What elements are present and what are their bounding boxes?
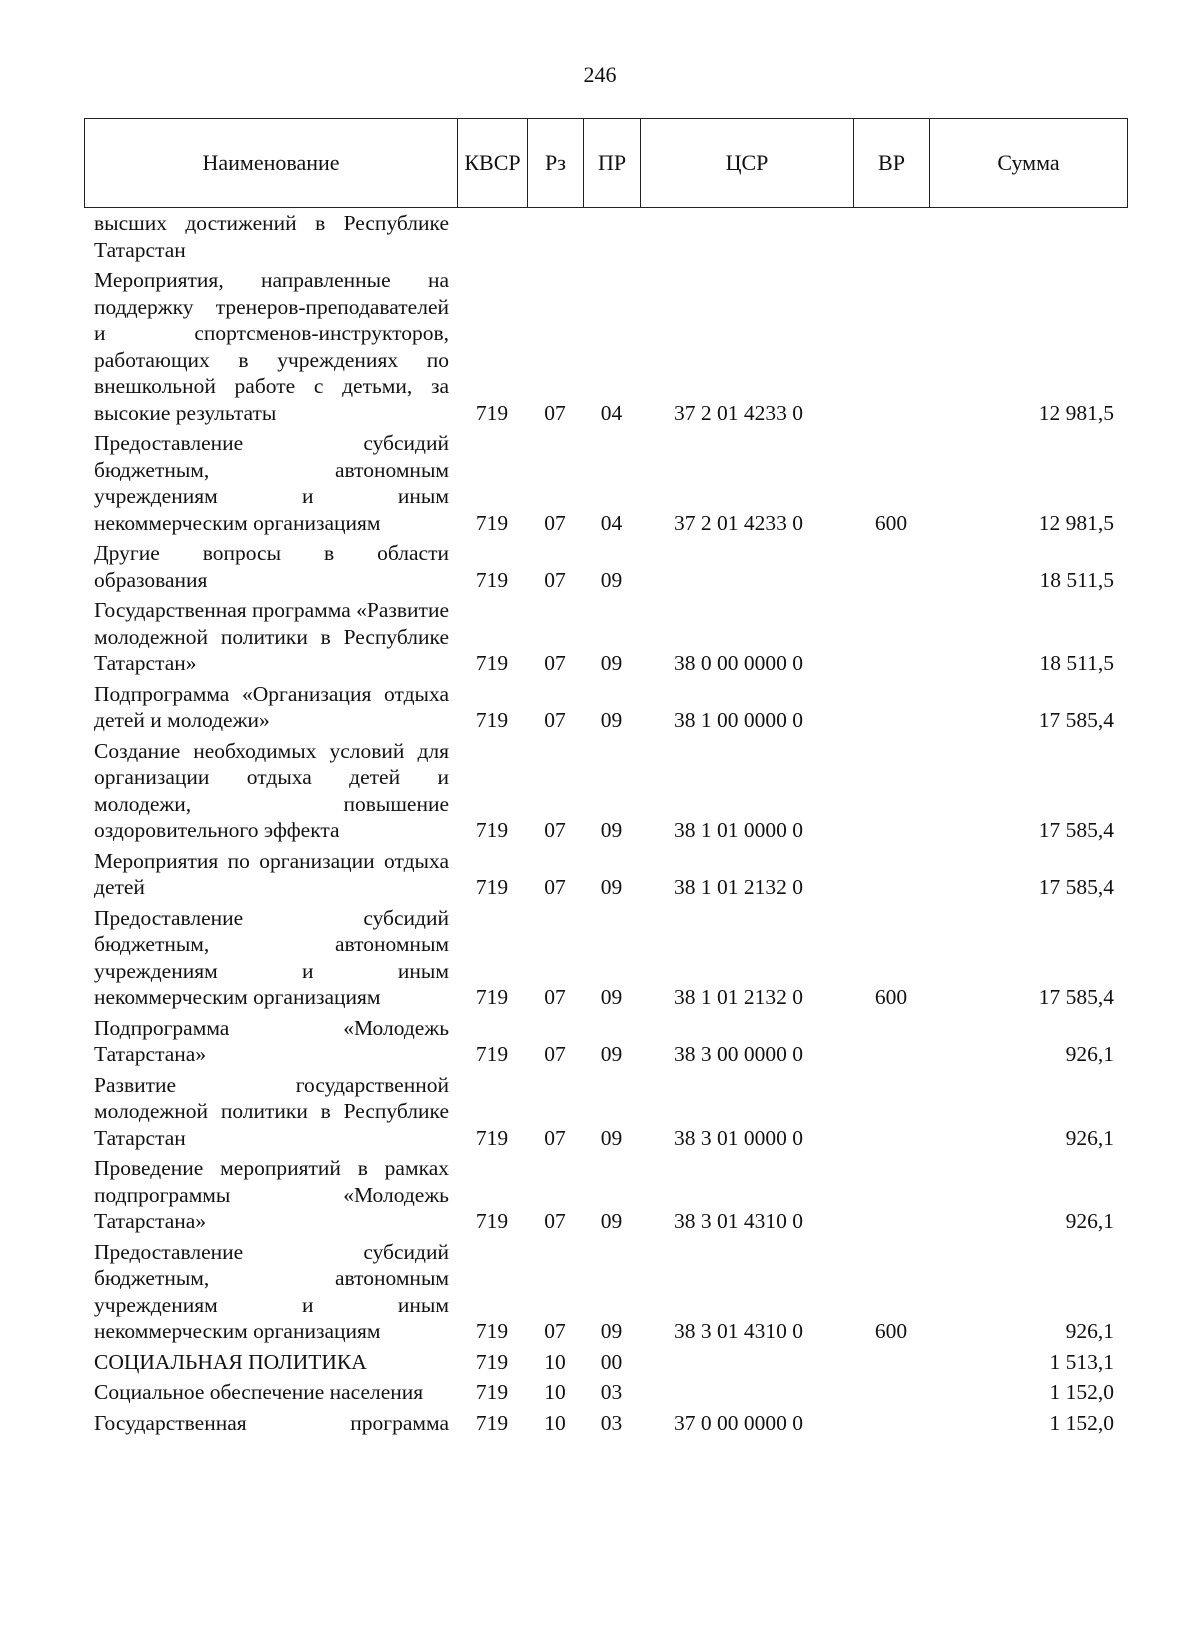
row-csr: 38 3 01 0000 0: [674, 1125, 803, 1150]
row-name: Государственная программа: [94, 1410, 449, 1435]
row-pr: 09: [600, 1319, 623, 1343]
row-name: Проведение мероприятий в рамках подпрограммы «Молодежь Татарстана»: [94, 1156, 449, 1233]
row-sum: 1 152,0: [1049, 1380, 1114, 1404]
row-sum: 17 585,4: [1038, 875, 1114, 899]
table-row: [84, 1379, 1128, 1410]
row-pr: 09: [600, 1125, 623, 1150]
row-kvsr: 719: [475, 1319, 509, 1343]
row-csr: 38 3 01 4310 0: [674, 1319, 803, 1343]
row-name: Государственная программа «Развитие молодежной политики в Республике Татарстан»: [94, 598, 449, 675]
row-rz: 10: [544, 1380, 566, 1404]
row-sum: 926,1: [1065, 1209, 1114, 1233]
row-pr: 03: [600, 1380, 623, 1404]
row-rz: 07: [544, 1042, 566, 1066]
row-rz: 07: [544, 875, 566, 899]
header-csr: ЦСР: [641, 119, 854, 207]
row-rz: 07: [544, 1319, 566, 1343]
row-name: Мероприятия, направленные на поддержку тренеров-преподавателей и спортсменов-инструкторов, работающих в учреждениях по внешкольной работе с детьми, за высокие результаты: [94, 268, 449, 425]
row-kvsr: 719: [475, 400, 509, 425]
row-sum: 17 585,4: [1038, 818, 1114, 842]
row-pr: 09: [600, 818, 623, 842]
page-number: 246: [583, 62, 617, 87]
row-name: Предоставление субсидий бюджетным, автономным учреждениям и иным некоммерческим организациям: [94, 905, 449, 1009]
row-pr: 09: [600, 651, 623, 675]
row-rz: 10: [544, 1410, 566, 1435]
row-csr: 38 1 01 2132 0: [674, 985, 803, 1009]
table-row: [84, 1349, 1128, 1380]
table-row: [84, 905, 1128, 1015]
header-rz: Рз: [528, 119, 584, 207]
row-sum: 17 585,4: [1038, 985, 1114, 1009]
row-kvsr: 719: [475, 1125, 509, 1150]
table-row: [84, 210, 1128, 267]
row-rz: 07: [544, 818, 566, 842]
table-row: [84, 267, 1128, 430]
row-csr: 37 2 01 4233 0: [674, 510, 803, 535]
row-kvsr: 719: [475, 875, 509, 899]
row-csr: 37 0 00 0000 0: [674, 1410, 803, 1435]
row-name: Развитие государственной молодежной политики в Республике Татарстан: [94, 1072, 449, 1150]
row-rz: 07: [544, 651, 566, 675]
row-csr: 38 1 00 0000 0: [674, 708, 803, 732]
row-csr: 38 1 01 2132 0: [674, 875, 803, 899]
row-rz: 07: [544, 510, 566, 535]
row-pr: 09: [600, 708, 623, 732]
row-rz: 07: [544, 1125, 566, 1150]
table-row: [84, 1155, 1128, 1239]
row-name: Подпрограмма «Молодежь Татарстана»: [94, 1015, 449, 1066]
row-sum: 17 585,4: [1038, 708, 1114, 732]
row-rz: 07: [544, 1209, 566, 1233]
row-kvsr: 719: [475, 1209, 509, 1233]
row-kvsr: 719: [475, 1380, 509, 1404]
row-sum: 1 152,0: [1049, 1410, 1114, 1435]
table-row: [84, 848, 1128, 905]
table-row: [84, 681, 1128, 738]
row-vr: 600: [874, 985, 908, 1009]
header-name: Наименование: [85, 119, 458, 207]
row-kvsr: 719: [475, 651, 509, 675]
table-row: [84, 1239, 1128, 1349]
row-sum: 926,1: [1065, 1125, 1114, 1150]
table-body: [84, 210, 1128, 1440]
row-pr: 09: [600, 1042, 623, 1066]
row-pr: 03: [600, 1410, 623, 1435]
table-header: [84, 118, 1128, 208]
row-sum: 12 981,5: [1038, 510, 1114, 535]
row-vr: 600: [874, 1319, 908, 1343]
table-row: [84, 597, 1128, 681]
row-sum: 18 511,5: [1039, 567, 1114, 592]
row-csr: 37 2 01 4233 0: [674, 400, 803, 425]
row-rz: 07: [544, 567, 566, 592]
row-sum: 926,1: [1065, 1042, 1114, 1066]
row-pr: 09: [600, 985, 623, 1009]
row-kvsr: 719: [475, 1410, 509, 1435]
table-row: [84, 1072, 1128, 1156]
row-csr: 38 0 00 0000 0: [674, 651, 803, 675]
row-csr: 38 1 01 0000 0: [674, 818, 803, 842]
header-sum: Сумма: [997, 150, 1060, 175]
table-row: [84, 1015, 1128, 1072]
row-name: СОЦИАЛЬНАЯ ПОЛИТИКА: [94, 1349, 367, 1374]
row-name: Другие вопросы в области образования: [94, 541, 449, 592]
row-sum: 926,1: [1065, 1319, 1114, 1343]
row-pr: 09: [600, 1209, 623, 1233]
row-name: высших достижений в Республике Татарстан: [94, 211, 449, 262]
row-name: Подпрограмма «Организация отдыха детей и молодежи»: [94, 681, 449, 732]
row-kvsr: 719: [475, 818, 509, 842]
row-rz: 10: [544, 1349, 566, 1374]
row-sum: 12 981,5: [1038, 400, 1114, 425]
header-pr: ПР: [584, 119, 641, 207]
row-kvsr: 719: [475, 510, 509, 535]
header-vr: ВР: [854, 119, 930, 207]
row-name: Предоставление субсидий бюджетным, автономным учреждениям и иным некоммерческим организациям: [94, 1239, 449, 1343]
row-sum: 18 511,5: [1039, 651, 1114, 675]
row-kvsr: 719: [475, 567, 509, 592]
row-name: Создание необходимых условий для организации отдыха детей и молодежи, повышение оздоровительного эффекта: [94, 738, 449, 842]
row-pr: 09: [600, 875, 623, 899]
row-name: Мероприятия по организации отдыха детей: [94, 848, 449, 899]
row-rz: 07: [544, 708, 566, 732]
table-row: [84, 540, 1128, 597]
row-vr: 600: [874, 510, 908, 535]
header-kvsr: КВСР: [458, 119, 528, 207]
table-row: [84, 1410, 1128, 1441]
row-csr: 38 3 00 0000 0: [674, 1042, 803, 1066]
row-csr: 38 3 01 4310 0: [674, 1209, 803, 1233]
row-pr: 09: [600, 567, 623, 592]
row-rz: 07: [544, 400, 566, 425]
row-kvsr: 719: [475, 1042, 509, 1066]
row-kvsr: 719: [475, 985, 509, 1009]
row-pr: 00: [600, 1349, 623, 1374]
row-name: Социальное обеспечение населения: [94, 1380, 424, 1404]
row-pr: 04: [600, 400, 623, 425]
table-row: [84, 430, 1128, 540]
row-pr: 04: [600, 510, 623, 535]
row-sum: 1 513,1: [1049, 1349, 1114, 1374]
table-row: [84, 738, 1128, 848]
row-kvsr: 719: [475, 1349, 509, 1374]
row-rz: 07: [544, 985, 566, 1009]
row-name: Предоставление субсидий бюджетным, автономным учреждениям и иным некоммерческим организациям: [94, 431, 449, 535]
row-kvsr: 719: [475, 708, 509, 732]
